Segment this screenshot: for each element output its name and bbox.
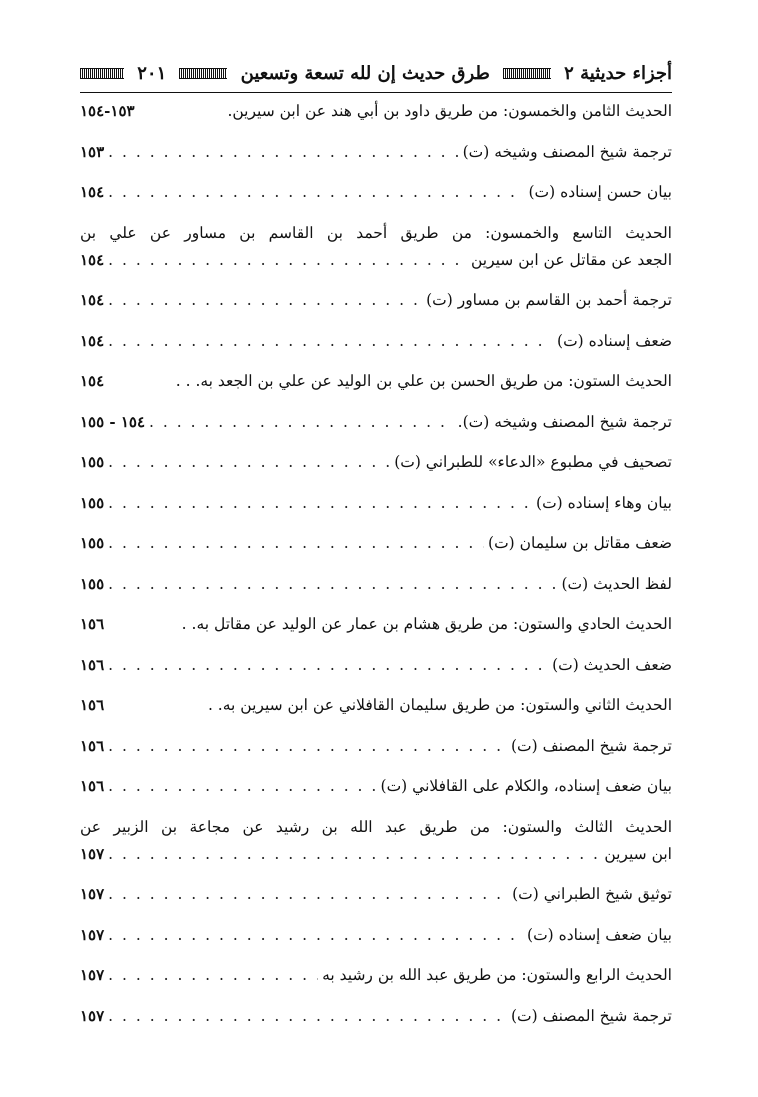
toc-entry-title: الحديث الثالث والستون: من طريق عبد الله بن رشيد عن مجاعة بن الزبير عن (80, 817, 672, 836)
dot-leader (108, 776, 376, 796)
toc-entry-title: ترجمة شيخ المصنف وشيخه (ت) (462, 142, 672, 161)
dot-leader (108, 142, 458, 162)
toc-entry-title: توثيق شيخ الطبراني (ت) (512, 885, 672, 903)
dot-leader (108, 290, 422, 310)
dot-leader (108, 736, 507, 756)
toc-entry-title: بيان ضعف إسناده، والكلام على القافلاني (ت) (380, 777, 672, 795)
toc-page-number: ١٥٦ (80, 736, 105, 755)
toc-line (80, 965, 672, 985)
dot-leader (108, 965, 318, 985)
toc-page-number: ١٥٦ (80, 777, 105, 795)
toc-page-number: ١٥٥ (80, 534, 105, 552)
dot-leader (108, 1006, 507, 1026)
dot-leader (108, 844, 600, 864)
toc-entry-title: ترجمة شيخ المصنف (ت) (510, 1006, 672, 1025)
toc-line (80, 452, 672, 472)
toc-line (80, 182, 672, 202)
toc-line (80, 695, 672, 715)
toc-entry (80, 925, 672, 945)
toc-entry-title: بيان وهاء إسناده (ت) (536, 493, 672, 512)
toc-page-number: ١٥٦ (80, 615, 105, 633)
toc-line (80, 223, 672, 243)
toc-page-number: ١٥٤ (80, 331, 105, 350)
toc-line (80, 736, 672, 756)
header-book-title: أجزاء حديثية ٢ (564, 62, 672, 84)
toc-page-number: ١٥٦ (80, 655, 105, 674)
toc-line (80, 331, 672, 351)
dot-leader (108, 331, 553, 351)
toc-entry (80, 412, 672, 432)
dot-leader (108, 493, 532, 513)
toc-line (80, 614, 672, 634)
toc-page-number: ١٥٧ (80, 1006, 105, 1025)
toc-entry-title: ابن سيرين (604, 844, 672, 863)
toc-line (80, 817, 672, 837)
toc-entry (80, 223, 672, 270)
toc-entry (80, 884, 672, 904)
toc-entry (80, 965, 672, 985)
toc-entry-title: ضعف إسناده (ت) (557, 331, 672, 350)
toc-entry-title: ضعف الحديث (ت) (552, 655, 672, 674)
toc-page-number: ١٥٤ (80, 183, 105, 201)
toc-entry (80, 290, 672, 310)
toc-page-number: ١٥٧ (80, 925, 105, 944)
toc-entry (80, 142, 672, 162)
toc-page-number: ١٥٧ (80, 885, 105, 903)
toc-page-number: ١٥٤ (80, 250, 105, 269)
dot-leader (149, 412, 454, 432)
toc-entry (80, 182, 672, 202)
toc-entry (80, 655, 672, 675)
toc-line (80, 884, 672, 904)
header-page-number: ٢٠١ (137, 62, 167, 84)
dot-leader (108, 574, 557, 594)
toc-page-number: ١٥٤ - ١٥٥ (80, 412, 146, 431)
toc-page-number: ١٥٥ (80, 574, 105, 593)
dot-leader (108, 250, 467, 270)
toc-line (80, 493, 672, 513)
dot-leader (108, 925, 523, 945)
header-chapter-title: طرق حديث إن لله تسعة وتسعين (240, 62, 490, 84)
toc-entry (80, 452, 672, 472)
toc-entry-title: لفظ الحديث (ت) (561, 574, 672, 593)
toc-line (80, 776, 672, 796)
dot-leader (108, 182, 524, 202)
toc-entry-title: الحديث الثامن والخمسون: من طريق داود بن أبي هند عن ابن سيرين. (227, 102, 672, 120)
toc-line (80, 101, 672, 121)
toc-entry (80, 493, 672, 513)
toc-line (80, 1006, 672, 1026)
toc-entry (80, 574, 672, 594)
toc-line (80, 250, 672, 270)
toc-entry (80, 736, 672, 756)
toc-page-number: ١٥٧ (80, 966, 105, 984)
toc-entry (80, 371, 672, 391)
toc-page-number: ١٥٥ (80, 453, 105, 471)
toc-entry-title: تصحيف في مطبوع «الدعاء» للطبراني (ت) (394, 453, 672, 471)
toc-entry (80, 817, 672, 864)
toc-entry-title: ترجمة أحمد بن القاسم بن مساور (ت) (426, 291, 672, 309)
toc-page-number: ١٥٦ (80, 696, 105, 714)
dot-leader (108, 655, 548, 675)
toc-entry (80, 101, 672, 121)
toc-entry-title: ترجمة شيخ المصنف (ت) (510, 736, 672, 755)
toc-entry-title: ضعف مقاتل بن سليمان (ت) (488, 534, 672, 552)
dot-leader (108, 533, 484, 553)
toc-line (80, 844, 672, 864)
toc-page-number: ١٥٤ (80, 372, 105, 390)
toc-line (80, 290, 672, 310)
toc-entry (80, 533, 672, 553)
toc-page-number: ١٥٣ (80, 142, 105, 161)
toc-page-number: ١٥٣-١٥٤ (80, 102, 135, 120)
toc-entry (80, 1006, 672, 1026)
toc-line (80, 142, 672, 162)
toc-entry (80, 776, 672, 796)
toc-line (80, 533, 672, 553)
toc-line (80, 655, 672, 675)
toc-entry-title: الحديث الثاني والستون: من طريق سليمان القافلاني عن ابن سيرين به. . (207, 696, 672, 714)
toc-entry-title: الحديث الستون: من طريق الحسن بن علي بن الوليد عن علي بن الجعد به. . . (175, 372, 672, 390)
toc-page-number: ١٥٧ (80, 844, 105, 863)
dot-leader (108, 452, 390, 472)
toc-entry-title: بيان ضعف إسناده (ت) (527, 925, 672, 944)
toc-page-number: ١٥٥ (80, 493, 105, 512)
toc-line (80, 371, 672, 391)
toc-line (80, 412, 672, 432)
toc-entry-title: الحديث التاسع والخمسون: من طريق أحمد بن القاسم بن مساور عن علي بن (80, 223, 672, 242)
toc-entry-title: الجعد عن مقاتل عن ابن سيرين (470, 250, 672, 269)
toc-line (80, 574, 672, 594)
toc-entry (80, 695, 672, 715)
toc-entry-title: الحديث الحادي والستون: من طريق هشام بن عمار عن الوليد عن مقاتل به. . (181, 615, 672, 633)
toc-entry-title: بيان حسن إسناده (ت) (528, 183, 672, 201)
dot-leader (108, 884, 508, 904)
toc-line (80, 925, 672, 945)
toc-entry-title: ترجمة شيخ المصنف وشيخه (ت). (457, 412, 672, 431)
toc-entry-title: الحديث الرابع والستون: من طريق عبد الله بن رشيد به (322, 966, 672, 984)
toc-entry (80, 614, 672, 634)
toc-entry (80, 331, 672, 351)
toc-page-number: ١٥٤ (80, 291, 105, 309)
